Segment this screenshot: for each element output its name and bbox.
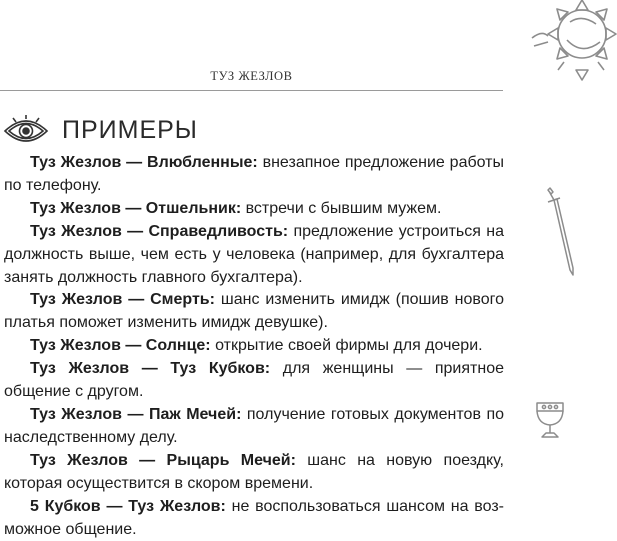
card-combination: Туз Жезлов — Паж Мечей: xyxy=(30,405,242,423)
example-item xyxy=(4,152,504,198)
card-combination: Туз Жезлов — Влюбленные: xyxy=(30,154,258,171)
sun-icon xyxy=(512,0,617,100)
eye-icon xyxy=(3,114,49,148)
running-header: ТУЗ ЖЕЗЛОВ xyxy=(210,69,293,83)
example-item xyxy=(4,496,504,541)
card-combination: Туз Жезлов — Солнце: xyxy=(30,337,211,355)
example-meaning: не воспользоваться шансом на возможное общение. xyxy=(4,497,504,538)
example-meaning: предложение устроиться на должность выше, чем есть у человека (например, для бухгалтера занять должность главного бухгалтера). xyxy=(4,222,504,286)
cup-icon xyxy=(534,400,566,440)
example-item xyxy=(4,289,504,335)
example-item xyxy=(4,450,504,496)
example-item xyxy=(4,404,504,450)
header-divider xyxy=(0,90,503,91)
example-item xyxy=(4,198,504,221)
card-combination: 5 Кубков — Туз Жезлов: xyxy=(30,497,226,515)
example-meaning: получение готовых документов по наследственному делу. xyxy=(4,405,504,446)
card-combination: Туз Жезлов — Справедливость: xyxy=(30,222,289,240)
examples-list xyxy=(4,152,504,541)
sword-icon xyxy=(540,186,580,278)
example-meaning: шанс на новую поездку, которая осуществится в скором времени. xyxy=(4,451,504,492)
example-meaning: открытие своей фирмы для дочери. xyxy=(210,337,483,355)
card-combination: Туз Жезлов — Отшельник: xyxy=(30,199,242,217)
example-item xyxy=(4,358,504,404)
example-item xyxy=(4,221,504,290)
example-meaning: шанс изменить имидж (пошив нового платья поможет изменить имидж девушке). xyxy=(4,291,505,332)
example-meaning: для женщины — приятное общение с другом. xyxy=(4,360,504,401)
example-meaning: встречи с бывшим мужем. xyxy=(241,199,442,217)
section-title: ПРИМЕРЫ xyxy=(62,116,198,144)
card-combination: Туз Жезлов — Рыцарь Мечей: xyxy=(30,451,296,469)
example-item xyxy=(4,335,504,358)
example-meaning: внезапное предложение работы по телефону. xyxy=(4,154,505,194)
card-combination: Туз Жезлов — Смерть: xyxy=(30,291,215,309)
card-combination: Туз Жезлов — Туз Кубков: xyxy=(30,360,271,378)
